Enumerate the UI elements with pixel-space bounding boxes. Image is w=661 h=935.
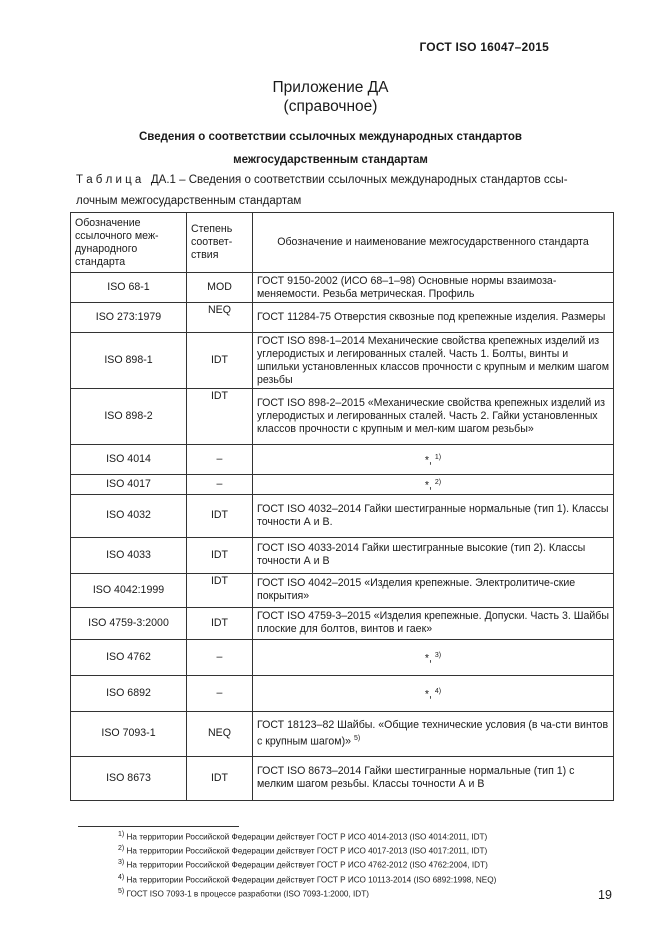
cell-degree: IDT [187,537,253,573]
table-row [71,573,614,607]
cell-international-standard: ISO 6892 [71,675,187,711]
cell-degree: IDT [187,494,253,537]
cell-interstate-standard-text: *, [424,688,432,701]
appendix-title: Приложение ДА [272,79,389,96]
cell-degree: – [187,445,253,475]
footnote-text: На территории Российской Федерации действует ГОСТ Р ИСО 4762-2012 (ISO 4762:2004, IDT) [126,861,488,871]
cell-interstate-standard-text: *, [424,479,432,492]
cell-interstate-standard [253,494,614,537]
cell-interstate-standard-text: ГОСТ ISO 898-2–2015 «Механические свойства крепежных изделий из углеродистых и легированных сталей. Часть 2. Гайки установленных классов прочности с крупным и мел-ким шагом резьбы» [257,397,606,435]
cell-interstate-standard [253,711,614,756]
cell-interstate-standard-text: ГОСТ ISO 4033-2014 Гайки шестигранные высокие (тип 2). Классы точности А и В [257,542,586,568]
header-interstate-standard: Обозначение и наименование межгосударственного стандарта [253,213,614,273]
cell-international-standard: ISO 273:1979 [71,303,187,333]
footnote-reference: 4) [434,687,442,695]
table-row [71,607,614,639]
table-row [71,475,614,495]
footnotes [118,829,618,900]
cell-interstate-standard [253,389,614,445]
cell-degree: IDT [187,607,253,639]
cell-interstate-standard-text: ГОСТ ISO 4042–2015 «Изделия крепежные. Электролитиче-ские покрытия» [257,577,576,603]
cell-international-standard: ISO 4033 [71,537,187,573]
cell-international-standard: ISO 4042:1999 [71,573,187,607]
correspondence-table [70,212,614,801]
cell-degree: – [187,675,253,711]
header-international-standard: Обозначение ссылочного меж-дународного стандарта [71,213,187,273]
cell-degree: IDT [187,756,253,800]
cell-degree: MOD [187,273,253,303]
footnote-item [118,872,618,886]
cell-degree: IDT [187,573,253,607]
cell-interstate-standard-text: ГОСТ ISO 898-1–2014 Механические свойства крепежных изделий из углеродистых и легированных сталей. Часть 1. Болты, винты и шпильки установленных классов прочности с крупным и мелким шагом резьбы [257,334,609,386]
table-row [71,333,614,389]
table-row [71,494,614,537]
cell-interstate-standard-text: ГОСТ ISO 8673–2014 Гайки шестигранные нормальные (тип 1) с мелким шагом резьбы. Классы точности А и В [257,765,575,791]
footnote-reference: 2) [434,479,442,486]
cell-interstate-standard-text: ГОСТ ISO 4032–2014 Гайки шестигранные нормальные (тип 1). Классы точности А и В. [257,502,609,528]
table-caption [76,170,616,212]
header-degree-of-correspondence: Степень соответ-ствия [187,213,253,273]
cell-degree: NEQ [187,303,253,333]
cell-interstate-standard-text: ГОСТ 11284-75 Отверстия сквозные под крепежные изделия. Размеры [257,311,606,323]
footnote-text: На территории Российской Федерации действует ГОСТ Р ИСО 4014-2013 (ISO 4014:2011, IDT) [126,832,488,842]
page-number: 19 [598,888,612,902]
cell-interstate-standard [253,333,614,389]
footnote-item [118,857,618,871]
cell-interstate-standard-text: ГОСТ 9150-2002 (ИСО 68–1–98) Основные нормы взаимоза-меняемости. Резьба метрическая. Профиль [257,274,557,300]
cell-interstate-standard [253,573,614,607]
cell-degree: – [187,475,253,495]
cell-international-standard: ISO 898-1 [71,333,187,389]
cell-degree: IDT [187,389,253,445]
cell-interstate-standard [253,273,614,303]
footnote-text: На территории Российской Федерации действует ГОСТ Р ИСО 10113-2014 (ISO 6892:1998, NEQ) [126,875,497,885]
cell-interstate-standard [253,639,614,675]
footnote-reference: 3) [434,651,442,659]
table-row [71,273,614,303]
cell-international-standard: ISO 4762 [71,639,187,675]
cell-international-standard: ISO 4017 [71,475,187,495]
section-heading-line-2: межгосударственным стандартам [233,154,428,166]
table-row [71,639,614,675]
footnote-item [118,829,618,843]
appendix-subtitle: (справочное) [283,98,378,115]
footnote-divider [78,826,239,827]
footnote-reference: 5) [353,734,361,742]
cell-interstate-standard-text: *, [424,652,432,665]
cell-interstate-standard [253,445,614,475]
cell-international-standard: ISO 4759-3:2000 [71,607,187,639]
appendix-title-block [0,78,661,116]
table-row [71,711,614,756]
footnote-item [118,843,618,857]
cell-international-standard: ISO 68-1 [71,273,187,303]
cell-interstate-standard [253,303,614,333]
footnote-mark: 3) [118,859,125,867]
cell-interstate-standard-text: ГОСТ 18123–82 Шайбы. «Общие технические условия (в ча-сти винтов с крупным шагом)» [257,718,609,748]
table-caption-line-2: лочным межгосударственным стандартам [76,195,302,207]
footnote-mark: 4) [118,873,125,881]
footnote-mark: 2) [118,845,125,853]
cell-international-standard: ISO 898-2 [71,389,187,445]
table-row [71,756,614,800]
cell-interstate-standard [253,756,614,800]
table-row [71,675,614,711]
cell-interstate-standard [253,675,614,711]
footnote-item [118,886,618,900]
footnote-reference: 1) [434,454,442,462]
cell-degree: – [187,639,253,675]
footnote-mark: 1) [118,831,125,838]
cell-interstate-standard [253,537,614,573]
cell-interstate-standard [253,607,614,639]
footnote-text: ГОСТ ISO 7093-1 в процессе разработки (ISO 7093-1:2000, IDT) [126,889,369,899]
cell-international-standard: ISO 4032 [71,494,187,537]
document-code-header: ГОСТ ISO 16047–2015 [419,40,549,54]
cell-interstate-standard [253,475,614,495]
table-row [71,389,614,445]
table-row [71,303,614,333]
cell-international-standard: ISO 7093-1 [71,711,187,756]
cell-degree: NEQ [187,711,253,756]
table-caption-line-1: Т а б л и ц а ДА.1 – Сведения о соответствии ссылочных международных стандартов ссы- [76,174,568,186]
footnote-text: На территории Российской Федерации действует ГОСТ Р ИСО 4017-2013 (ISO 4017:2011, IDT) [126,846,488,856]
cell-interstate-standard-text: *, [424,454,432,467]
footnote-mark: 5) [118,887,125,895]
table-row [71,445,614,475]
section-heading [0,126,661,172]
table-row [71,537,614,573]
cell-international-standard: ISO 4014 [71,445,187,475]
table-header-row [71,213,614,273]
section-heading-line-1: Сведения о соответствии ссылочных международных стандартов [138,131,522,143]
cell-international-standard: ISO 8673 [71,756,187,800]
cell-interstate-standard-text: ГОСТ ISO 4759-3–2015 «Изделия крепежные. Допуски. Часть 3. Шайбы плоские для болтов, винтов и гаек» [257,610,609,636]
cell-degree: IDT [187,333,253,389]
